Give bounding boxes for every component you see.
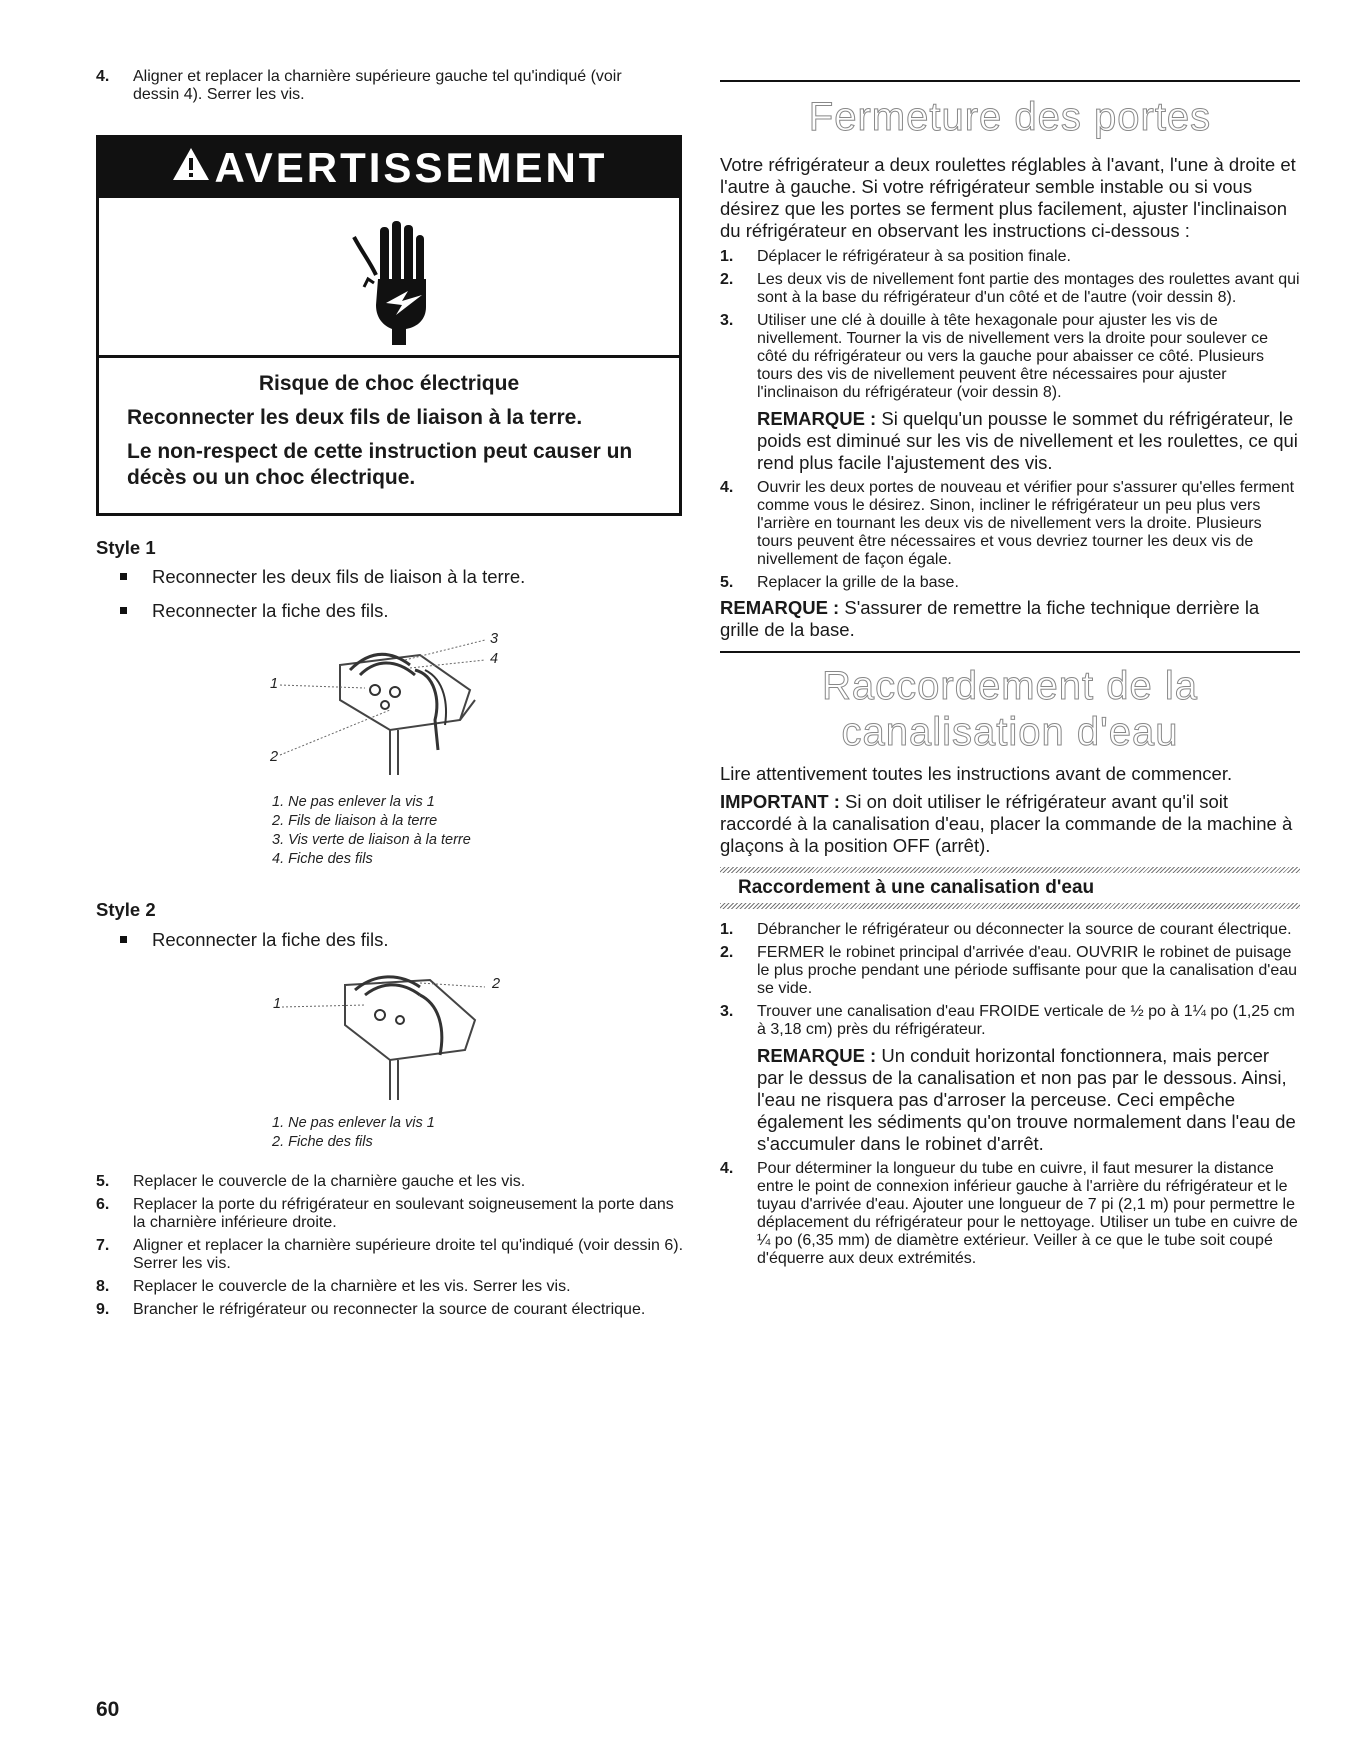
step-number: 5. — [720, 574, 734, 591]
note-text: Si quelqu'un pousse le sommet du réfrigérateur, le poids est diminué sur les vis de nivellement et les roulettes, ce qui rend plus facile l'ajustement des vis. — [757, 408, 1298, 473]
section-divider — [720, 80, 1300, 82]
style-2-label: Style 2 — [96, 899, 156, 920]
step-text: Pour déterminer la longueur du tube en cuivre, il faut mesurer la distance entre le point de connexion inférieur gauche à l'arrière du réfrigérateur et le tuyau d'arrivée d'eau. Ajouter une longueur de 7 pi (2,1 m) pour permettre le déplacement du réfrigérateur pour le nettoyage. Utiliser un tube en cuivre de ¼ po (6,35 mm) de diamètre extérieur. Veiller à ce que le tube soit coupé d'équerre aux deux extrémités. — [757, 1160, 1298, 1267]
section-title-fermeture: Fermeture des portes — [808, 95, 1212, 139]
water-step-3 — [720, 1003, 1300, 1155]
caption-item: 1. Ne pas enlever la vis 1 — [272, 1115, 435, 1131]
right-step-5 — [720, 574, 1300, 592]
warning-text — [99, 358, 679, 491]
warning-line-3: Le non-respect de cette instruction peut causer un décès ou un choc électrique. — [127, 440, 633, 489]
style-2-diagram — [270, 965, 520, 1100]
section-title-raccordement-1: Raccordement de la — [822, 664, 1198, 708]
right-step-3 — [720, 312, 1300, 474]
step-number: 5. — [96, 1173, 110, 1190]
step-text: Aligner et replacer la charnière supérieure droite tel qu'indiqué (voir dessin 6). Serrer les vis. — [133, 1237, 684, 1272]
caption-item: 2. Fils de liaison à la terre — [272, 813, 438, 829]
step-text: Replacer la grille de la base. — [757, 574, 959, 591]
style-1-captions — [272, 793, 471, 869]
step-6-left — [96, 1196, 686, 1232]
callout-2: 2 — [270, 749, 279, 765]
warning-line-1: Risque de choc électrique — [258, 372, 520, 395]
callout-2: 2 — [492, 976, 501, 992]
caption-item: 1. Ne pas enlever la vis 1 — [272, 794, 435, 810]
step-number: 2. — [720, 271, 734, 288]
callout-1: 1 — [273, 996, 282, 1012]
bullet-item: Reconnecter la fiche des fils. — [112, 600, 672, 622]
hatch-rule — [720, 903, 1300, 909]
callout-4: 4 — [490, 651, 499, 667]
section-title-raccordement-2: canalisation d'eau — [841, 710, 1179, 754]
step-note — [757, 408, 1300, 474]
note-text: Un conduit horizontal fonctionnera, mais percer par le dessus de la canalisation et non pas par le dessous. Ainsi, l'eau ne risquera pas d'arroser la perceuse. Ceci empêche également les sédiments qu'on trouve normalement dans l'eau de s'accumuler dans le robinet d'arrêt. — [757, 1045, 1296, 1154]
step-9-left — [96, 1301, 686, 1319]
step-7-left — [96, 1237, 686, 1273]
callout-1: 1 — [270, 676, 279, 692]
warning-box — [96, 135, 682, 516]
warning-line-2: Reconnecter les deux fils de liaison à la terre. — [127, 406, 583, 429]
important-label: IMPORTANT : — [720, 791, 840, 812]
step-text: Les deux vis de nivellement font partie des montages des roulettes avant qui sont à la base du réfrigérateur d'un côté et de l'autre (voir dessin 8). — [757, 271, 1300, 306]
important-text: Si on doit utiliser le réfrigérateur avant qu'il soit raccordé à la canalisation d'eau, placer la commande de la machine à glaçons à la position OFF (arrêt). — [720, 791, 1293, 856]
step-8-left — [96, 1278, 686, 1296]
step-number: 2. — [720, 944, 734, 961]
right-step-1 — [720, 248, 1300, 266]
subheading-title: Raccordement à une canalisation d'eau — [738, 877, 1095, 898]
step-text: Débrancher le réfrigérateur ou déconnecter la source de courant électrique. — [757, 921, 1292, 938]
left-steps-list — [96, 1173, 686, 1324]
step-text: Replacer le couvercle de la charnière et les vis. Serrer les vis. — [133, 1278, 571, 1295]
step-5-left — [96, 1173, 686, 1191]
warning-header — [99, 138, 679, 198]
note-text: S'assurer de remettre la fiche technique derrière la grille de la base. — [720, 597, 1260, 640]
section-divider — [720, 651, 1300, 653]
section-note — [720, 597, 1300, 641]
step-number: 7. — [96, 1237, 110, 1254]
style-1-bullets — [112, 566, 672, 634]
step-text: Déplacer le réfrigérateur à sa position finale. — [757, 248, 1071, 265]
right-step-4 — [720, 479, 1300, 569]
caption-item: 4. Fiche des fils — [272, 851, 373, 867]
step-number: 3. — [720, 1003, 734, 1020]
style-1-diagram — [270, 630, 520, 780]
step-text: Brancher le réfrigérateur ou reconnecter la source de courant électrique. — [133, 1301, 646, 1318]
step-number: 4. — [96, 68, 110, 85]
subheading-bar — [720, 867, 1300, 909]
step-number: 6. — [96, 1196, 110, 1213]
caption-item: 3. Vis verte de liaison à la terre — [272, 832, 471, 848]
bullet-item: Reconnecter la fiche des fils. — [112, 929, 672, 951]
section-intro: Votre réfrigérateur a deux roulettes réglables à l'avant, l'une à droite et l'autre à gauche. Si votre réfrigérateur semble instable ou si vous désirez que les portes se ferment plus facilement, ajuster l'inclinaison du réfrigérateur en observant les instructions ci-dessous : — [720, 154, 1296, 241]
note-label: REMARQUE : — [720, 597, 840, 618]
style-1-label: Style 1 — [96, 537, 156, 558]
important-note — [720, 791, 1300, 857]
bullet-item: Reconnecter les deux fils de liaison à la terre. — [112, 566, 672, 588]
callout-3: 3 — [490, 631, 499, 647]
caption-item: 2. Fiche des fils — [272, 1134, 373, 1150]
step-number: 1. — [720, 248, 734, 265]
step-number: 3. — [720, 312, 734, 329]
step-text: Ouvrir les deux portes de nouveau et vérifier pour s'assurer qu'elles ferment comme vous le désirez. Sinon, incliner le réfrigérateur un peu plus vers l'arrière en tournant les deux vis de nivellement vers la droite. Plusieurs tours peuvent être nécessaires et vous devriez tourner les deux vis de nivellement de façon égale. — [757, 479, 1295, 568]
right-column — [720, 80, 1300, 1273]
step-text: FERMER le robinet principal d'arrivée d'eau. OUVRIR le robinet de puisage le plus proche pendant une période suffisante pour que la canalisation d'eau se vide. — [757, 944, 1298, 997]
water-step-2 — [720, 944, 1300, 998]
warning-triangle-icon — [171, 144, 211, 192]
style-2-bullets — [112, 929, 672, 963]
step-note — [757, 1045, 1300, 1155]
warning-title: AVERTISSEMENT — [214, 144, 608, 191]
style-2-captions — [272, 1114, 435, 1152]
step-text: Replacer la porte du réfrigérateur en soulevant soigneusement la porte dans la charnière inférieure droite. — [133, 1196, 674, 1231]
step-number: 9. — [96, 1301, 110, 1318]
step-4-left — [96, 68, 656, 104]
step-number: 4. — [720, 479, 734, 496]
step-text: Trouver une canalisation d'eau FROIDE verticale de ½ po à 1¼ po (1,25 cm à 3,18 cm) près du réfrigérateur. — [757, 1003, 1295, 1038]
step-text: Aligner et replacer la charnière supérieure gauche tel qu'indiqué (voir dessin 4). Serrer les vis. — [133, 68, 622, 103]
section-intro: Lire attentivement toutes les instructions avant de commencer. — [720, 763, 1233, 784]
step-number: 1. — [720, 921, 734, 938]
water-step-1 — [720, 921, 1300, 939]
step-number: 8. — [96, 1278, 110, 1295]
step-text: Utiliser une clé à douille à tête hexagonale pour ajuster les vis de nivellement. Tourner la vis de nivellement vers la droite pour soulever ce côté du réfrigérateur ou vers la gauche pour abaisser ce côté. Plusieurs tours des vis de nivellement peuvent être nécessaires pour ajuster l'inclinaison du réfrigérateur (voir dessin 8). — [757, 312, 1269, 401]
note-label: REMARQUE : — [757, 1045, 877, 1066]
step-text: Replacer le couvercle de la charnière gauche et les vis. — [133, 1173, 526, 1190]
electric-shock-icon — [99, 198, 679, 358]
right-step-2 — [720, 271, 1300, 307]
page-number: 60 — [96, 1698, 120, 1721]
step-number: 4. — [720, 1160, 734, 1177]
note-label: REMARQUE : — [757, 408, 877, 429]
water-step-4 — [720, 1160, 1300, 1268]
